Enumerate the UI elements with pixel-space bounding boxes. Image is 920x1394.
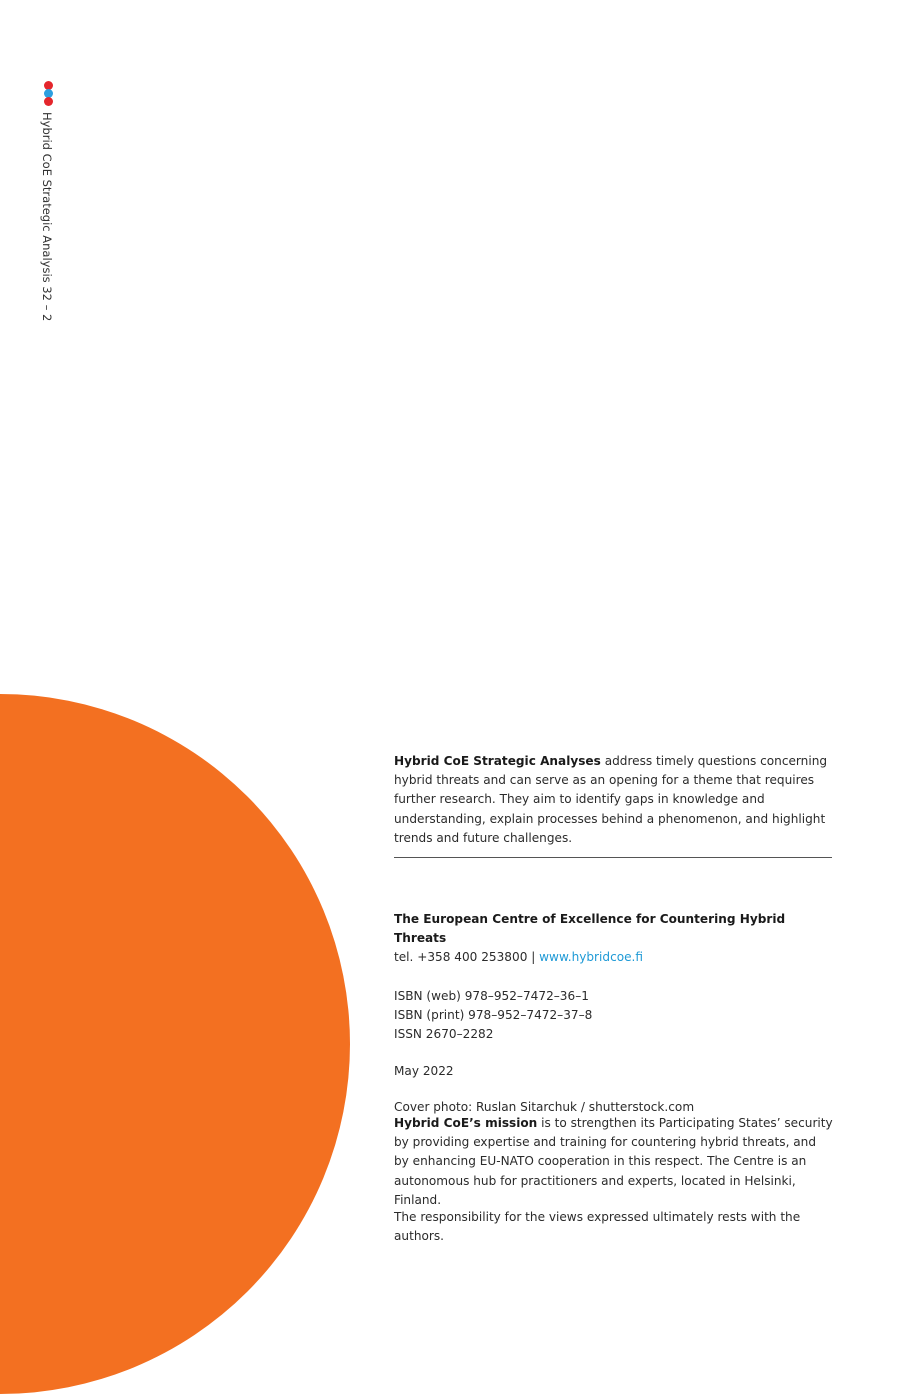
website-link[interactable]: www.hybridcoe.fi bbox=[539, 950, 644, 965]
org-tel: tel. +358 400 253800 | bbox=[394, 950, 540, 965]
intro-bold: Hybrid CoE Strategic Analyses bbox=[394, 754, 601, 768]
intro-paragraph bbox=[394, 752, 834, 848]
mission-text: is to strengthen its Participating States’ security by providing expertise and training for countering hybrid threats, and by enhancing EU-NATO cooperation in this respect. The Centre is an autonomous hub for practitioners and experts, located in Helsinki, Finland. bbox=[394, 1116, 833, 1207]
mission-bold: Hybrid CoE’s mission bbox=[394, 1116, 538, 1130]
decorative-orange-circle bbox=[0, 694, 350, 1394]
divider bbox=[394, 857, 832, 858]
isbn-print: ISBN (print) 978–952–7472–37–8 bbox=[394, 1007, 593, 1022]
responsibility-text: The responsibility for the views expressed ultimately rests with the authors. bbox=[394, 1210, 801, 1244]
intro-text: address timely questions concerning hybrid threats and can serve as an opening for a theme that requires further research. They aim to identify gaps in knowledge and understanding, explain processes behind a phenomenon, and highlight trends and future challenges. bbox=[394, 754, 828, 845]
publication-date: May 2022 bbox=[394, 1064, 454, 1079]
red-dot-icon bbox=[44, 97, 53, 106]
colophon bbox=[394, 910, 834, 1118]
isbn-web: ISBN (web) 978–952–7472–36–1 bbox=[394, 988, 589, 1003]
cover-photo-credit: Cover photo: Ruslan Sitarchuk / shutterstock.com bbox=[394, 1100, 695, 1115]
mission-paragraph bbox=[394, 1114, 834, 1210]
running-head: Hybrid CoE Strategic Analysis 32 – 2 bbox=[40, 112, 54, 322]
org-name: The European Centre of Excellence for Countering Hybrid Threats bbox=[394, 912, 786, 946]
issn: ISSN 2670–2282 bbox=[394, 1027, 494, 1042]
brand-dots bbox=[44, 81, 53, 105]
responsibility-note bbox=[394, 1208, 834, 1246]
